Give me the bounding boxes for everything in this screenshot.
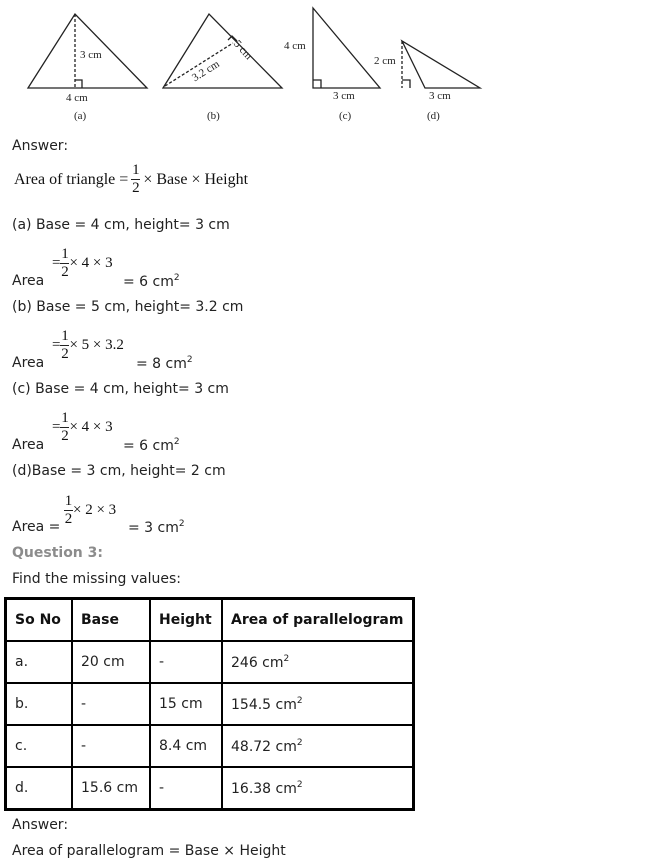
- fig-c-caption: (c): [339, 110, 352, 122]
- part-b-calc: = $\frac{1}{2}$ × 5 × 3.2: [52, 328, 124, 362]
- part-d-calc: $\frac{1}{2}$ × 2 × 3: [64, 493, 117, 527]
- fig-d-height-label: 2 cm: [374, 55, 396, 67]
- formula-lhs: Area of triangle =: [14, 170, 129, 188]
- fig-b-height-label: 3.2 cm: [190, 58, 222, 85]
- table-row: b. - 15 cm 154.5 $cm^2$: [6, 683, 414, 725]
- fig-c-base-label: 3 cm: [333, 90, 355, 102]
- triangle-b: [163, 14, 282, 88]
- question-3-title: Question 3:: [12, 545, 103, 561]
- part-a-result: = 6 $cm^2$: [123, 273, 180, 290]
- part-a-given: (a) Base = 4 cm, height= 3 cm: [12, 217, 230, 233]
- table-header-row: [6, 599, 414, 642]
- formula-rhs: × Base × Height: [143, 170, 249, 188]
- part-c-area-label: Area: [12, 437, 45, 453]
- table-row: c. - 8.4 cm 48.72 $cm^2$: [6, 725, 414, 767]
- fig-b-side-label: 5 cm: [231, 38, 255, 63]
- header-base: Base: [72, 599, 150, 642]
- header-height: Height: [150, 599, 222, 642]
- fig-c-height-label: 4 cm: [284, 40, 306, 52]
- part-a-calc: = $\frac{1}{2}$ × 4 × 3: [52, 246, 113, 280]
- fig-a-base-label: 4 cm: [66, 92, 88, 104]
- part-d-area-label: Area =: [12, 519, 61, 535]
- part-b-given: (b) Base = 5 cm, height= 3.2 cm: [12, 299, 244, 315]
- fig-a-height-label: 3 cm: [80, 49, 102, 61]
- answer-heading: Answer:: [12, 138, 69, 154]
- part-b-area-label: Area: [12, 355, 45, 371]
- answer-2-heading: Answer:: [12, 817, 69, 833]
- triangle-c: [313, 8, 380, 88]
- fig-d-base-label: 3 cm: [429, 90, 451, 102]
- missing-values-table: [4, 597, 415, 811]
- part-a-area-label: Area: [12, 273, 45, 289]
- fig-a-caption: (a): [74, 110, 87, 122]
- question-3-prompt: Find the missing values:: [12, 571, 182, 587]
- part-c-given: (c) Base = 4 cm, height= 3 cm: [12, 381, 229, 397]
- header-area: Area of parallelogram: [222, 599, 414, 642]
- fig-d-caption: (d): [427, 110, 440, 122]
- parallelogram-area-formula: Area of parallelogram = Base × Height: [12, 843, 286, 859]
- part-d-given: (d)Base = 3 cm, height= 2 cm: [12, 463, 226, 479]
- table-row: d. 15.6 cm - 16.38 $cm^2$: [6, 767, 414, 810]
- part-b-result: = 8 $cm^2$: [136, 355, 193, 372]
- part-d-result: = 3 $cm^2$: [128, 519, 185, 536]
- part-c-result: = 6 $cm^2$: [123, 437, 180, 454]
- table-row: a. 20 cm - 246 $cm^2$: [6, 641, 414, 683]
- triangle-d: [402, 41, 480, 88]
- part-c-calc: = $\frac{1}{2}$ × 4 × 3: [52, 410, 113, 444]
- fig-b-caption: (b): [207, 110, 220, 122]
- triangle-area-formula: [14, 163, 248, 196]
- half-fraction: $\frac{1}{2}$: [132, 162, 140, 196]
- header-sno: So No: [6, 599, 73, 642]
